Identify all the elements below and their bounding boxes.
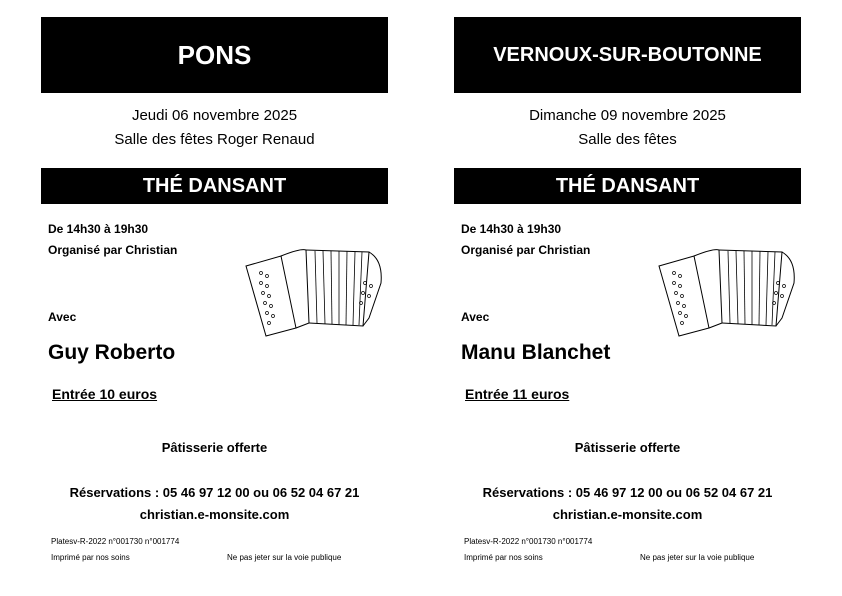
printed-note: Imprimé par nos soins bbox=[51, 553, 130, 562]
organizer: Organisé par Christian bbox=[461, 243, 591, 257]
event-date: Dimanche 09 novembre 2025 bbox=[529, 107, 726, 124]
flyer bbox=[454, 0, 801, 596]
with-label: Avec bbox=[461, 310, 490, 324]
artist-name: Guy Roberto bbox=[48, 341, 176, 364]
event-type: THÉ DANSANT bbox=[41, 168, 388, 204]
entry-price: Entrée 10 euros bbox=[52, 386, 158, 402]
printed-note: Imprimé par nos soins bbox=[464, 553, 543, 562]
event-date: Jeudi 06 novembre 2025 bbox=[131, 107, 298, 124]
flyer bbox=[41, 0, 388, 596]
entry-price: Entrée 11 euros bbox=[465, 386, 570, 402]
reservations: Réservations : 05 46 97 12 00 ou 06 52 04 67 21 bbox=[482, 485, 773, 500]
website: christian.e-monsite.com bbox=[552, 507, 703, 522]
reservations: Réservations : 05 46 97 12 00 ou 06 52 04 67 21 bbox=[69, 485, 360, 500]
venue: Salle des fêtes bbox=[578, 131, 677, 148]
website: christian.e-monsite.com bbox=[139, 507, 290, 522]
town-title: VERNOUX-SUR-BOUTONNE bbox=[454, 17, 801, 93]
venue: Salle des fêtes Roger Renaud bbox=[114, 131, 315, 148]
accordion-icon bbox=[654, 238, 799, 338]
license-number: Platesv-R-2022 n°001730 n°001774 bbox=[464, 537, 593, 546]
event-type: THÉ DANSANT bbox=[454, 168, 801, 204]
pastry-note: Pâtisserie offerte bbox=[161, 440, 268, 455]
litter-note: Ne pas jeter sur la voie publique bbox=[227, 553, 342, 562]
organizer: Organisé par Christian bbox=[48, 243, 178, 257]
litter-note: Ne pas jeter sur la voie publique bbox=[640, 553, 755, 562]
pastry-note: Pâtisserie offerte bbox=[574, 440, 681, 455]
accordion-icon bbox=[241, 238, 386, 338]
license-number: Platesv-R-2022 n°001730 n°001774 bbox=[51, 537, 180, 546]
hours: De 14h30 à 19h30 bbox=[461, 222, 562, 236]
artist-name: Manu Blanchet bbox=[461, 341, 611, 364]
with-label: Avec bbox=[48, 310, 77, 324]
town-title: PONS bbox=[41, 17, 388, 93]
hours: De 14h30 à 19h30 bbox=[48, 222, 149, 236]
